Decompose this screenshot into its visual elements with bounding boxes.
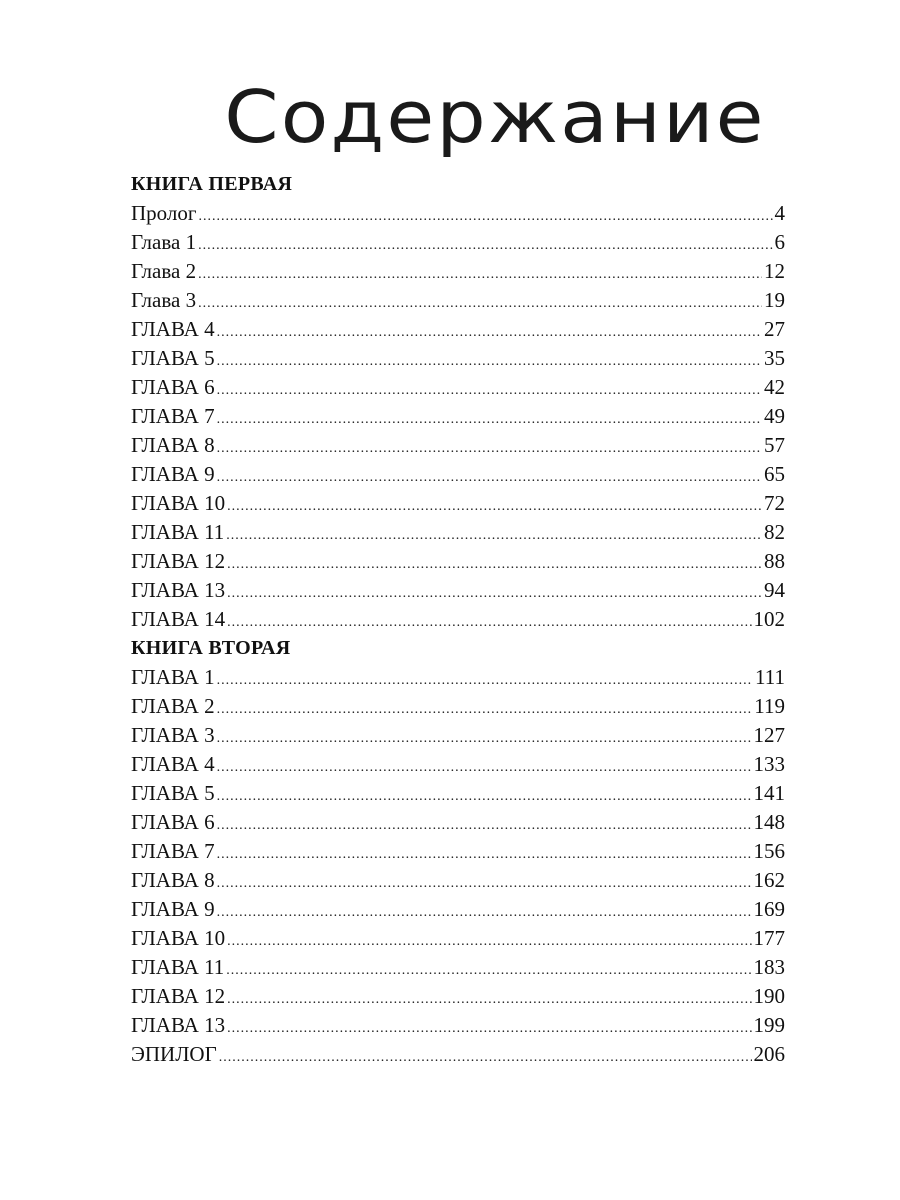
entry-page-number: 27 (764, 317, 785, 341)
dot-leader (198, 260, 762, 289)
toc-entry (131, 1040, 785, 1069)
entry-page-number: 49 (764, 404, 785, 428)
book-entries (131, 199, 785, 634)
toc-entry (131, 605, 785, 634)
toc-entry (131, 692, 785, 721)
toc-entry (131, 518, 785, 547)
toc-entry (131, 315, 785, 344)
dot-leader (217, 840, 752, 869)
dot-leader (227, 550, 762, 579)
dot-leader (217, 695, 753, 724)
toc-entry (131, 895, 785, 924)
entry-page-number: 127 (753, 723, 785, 747)
entry-page-number: 42 (764, 375, 785, 399)
entry-page-number: 162 (753, 868, 785, 892)
entry-label: ГЛАВА 6 (131, 375, 215, 399)
entry-label: Глава 1 (131, 230, 197, 254)
dot-leader (198, 202, 772, 231)
dot-leader (217, 898, 752, 927)
entry-page-number: 65 (764, 462, 785, 486)
book-entries (131, 663, 785, 1069)
entry-page-number: 148 (753, 810, 785, 834)
entry-label: ГЛАВА 9 (131, 897, 215, 921)
entry-label: ГЛАВА 12 (131, 549, 226, 573)
entry-label: ГЛАВА 4 (131, 752, 215, 776)
entry-page-number: 183 (753, 955, 785, 979)
toc-entry (131, 228, 785, 257)
dot-leader (217, 405, 762, 434)
entry-label: ГЛАВА 6 (131, 810, 215, 834)
toc-entry (131, 489, 785, 518)
toc-entry (131, 721, 785, 750)
entry-page-number: 12 (764, 259, 785, 283)
entry-label: ГЛАВА 11 (131, 955, 225, 979)
entry-label: ГЛАВА 5 (131, 781, 215, 805)
dot-leader (217, 666, 753, 695)
dot-leader (227, 492, 762, 521)
dot-leader (217, 724, 752, 753)
entry-page-number: 177 (753, 926, 785, 950)
table-of-contents (131, 170, 785, 1069)
toc-entry (131, 1011, 785, 1040)
entry-page-number: 190 (753, 984, 785, 1008)
entry-page-number: 82 (764, 520, 785, 544)
entry-page-number: 72 (764, 491, 785, 515)
entry-page-number: 119 (754, 694, 785, 718)
dot-leader (217, 753, 752, 782)
entry-page-number: 57 (764, 433, 785, 457)
entry-page-number: 19 (764, 288, 785, 312)
entry-label: Глава 2 (131, 259, 197, 283)
entry-page-number: 88 (764, 549, 785, 573)
entry-label: ГЛАВА 8 (131, 868, 215, 892)
entry-label: ГЛАВА 1 (131, 665, 215, 689)
toc-entry (131, 199, 785, 228)
entry-label: ГЛАВА 14 (131, 607, 226, 631)
entry-label: ГЛАВА 12 (131, 984, 226, 1008)
entry-label: ЭПИЛОГ (131, 1042, 217, 1066)
dot-leader (226, 956, 751, 985)
toc-entry (131, 953, 785, 982)
dot-leader (226, 521, 762, 550)
entry-label: ГЛАВА 8 (131, 433, 215, 457)
book-heading: КНИГА ВТОРАЯ (131, 637, 291, 659)
toc-entry (131, 402, 785, 431)
toc-entry (131, 576, 785, 605)
entry-label: ГЛАВА 5 (131, 346, 215, 370)
toc-entry (131, 837, 785, 866)
toc-entry (131, 460, 785, 489)
entry-label: ГЛАВА 10 (131, 926, 226, 950)
dot-leader (217, 782, 752, 811)
toc-entry (131, 373, 785, 402)
dot-leader (217, 347, 762, 376)
dot-leader (217, 811, 752, 840)
dot-leader (217, 869, 752, 898)
entry-label: ГЛАВА 13 (131, 578, 226, 602)
toc-entry (131, 663, 785, 692)
entry-label: ГЛАВА 9 (131, 462, 215, 486)
entry-label: ГЛАВА 11 (131, 520, 225, 544)
entry-label: ГЛАВА 3 (131, 723, 215, 747)
entry-page-number: 102 (753, 607, 785, 631)
entry-page-number: 206 (753, 1042, 785, 1066)
toc-entry (131, 924, 785, 953)
page-title: Содержание (224, 75, 766, 159)
toc-entry (131, 750, 785, 779)
entry-page-number: 156 (753, 839, 785, 863)
entry-page-number: 6 (774, 230, 785, 254)
entry-label: Пролог (131, 201, 197, 225)
dot-leader (217, 376, 762, 405)
entry-label: ГЛАВА 7 (131, 404, 215, 428)
entry-label: Глава 3 (131, 288, 197, 312)
entry-label: ГЛАВА 2 (131, 694, 215, 718)
toc-entry (131, 257, 785, 286)
toc-entry (131, 547, 785, 576)
toc-entry (131, 286, 785, 315)
entry-page-number: 169 (753, 897, 785, 921)
toc-entry (131, 808, 785, 837)
toc-entry (131, 431, 785, 460)
dot-leader (198, 231, 772, 260)
dot-leader (198, 289, 762, 318)
toc-entry (131, 982, 785, 1011)
entry-page-number: 35 (764, 346, 785, 370)
dot-leader (227, 1014, 751, 1043)
entry-page-number: 4 (774, 201, 785, 225)
dot-leader (227, 579, 762, 608)
dot-leader (217, 434, 762, 463)
entry-page-number: 133 (753, 752, 785, 776)
entry-page-number: 199 (753, 1013, 785, 1037)
dot-leader (217, 463, 762, 492)
toc-entry (131, 866, 785, 895)
dot-leader (227, 927, 751, 956)
entry-label: ГЛАВА 4 (131, 317, 215, 341)
dot-leader (227, 608, 751, 637)
toc-entry (131, 344, 785, 373)
entry-label: ГЛАВА 13 (131, 1013, 226, 1037)
entry-page-number: 94 (764, 578, 785, 602)
dot-leader (217, 318, 762, 347)
entry-page-number: 111 (755, 665, 785, 689)
entry-page-number: 141 (753, 781, 785, 805)
dot-leader (219, 1043, 752, 1072)
entry-label: ГЛАВА 7 (131, 839, 215, 863)
book-heading: КНИГА ПЕРВАЯ (131, 173, 293, 195)
dot-leader (227, 985, 751, 1014)
entry-label: ГЛАВА 10 (131, 491, 226, 515)
toc-entry (131, 779, 785, 808)
